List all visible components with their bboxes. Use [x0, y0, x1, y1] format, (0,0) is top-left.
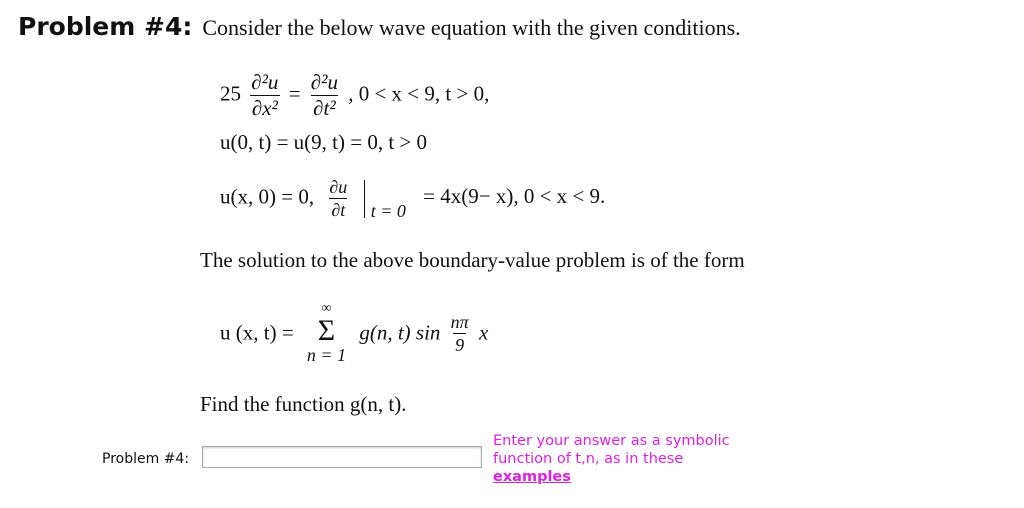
wave-equation — [220, 72, 489, 119]
initial-velocity-rhs: = 4x(9− x), 0 < x < 9. — [423, 184, 606, 209]
find-text: Find the function g(n, t). — [200, 392, 407, 416]
problem-header — [18, 12, 741, 41]
answer-label: Problem #4: — [102, 451, 190, 467]
answer-input[interactable] — [202, 446, 482, 468]
initial-position: u(x, 0) = 0, — [220, 184, 315, 209]
answer-field-wrapper — [202, 446, 482, 468]
hint-line-1: Enter your answer as a symbolic — [493, 433, 730, 449]
problem-intro: Consider the below wave equation with the given conditions. — [202, 15, 741, 40]
summation — [307, 302, 346, 364]
answer-hint — [493, 432, 730, 486]
pde-rhs-denominator: ∂t² — [313, 96, 336, 120]
examples-link[interactable]: examples — [493, 469, 571, 485]
evaluation-point: t = 0 — [370, 201, 406, 222]
boundary-condition: u(0, t) = u(9, t) = 0, t > 0 — [220, 130, 428, 154]
sum-symbol: Σ — [317, 314, 336, 347]
pde-coefficient: 25 — [220, 81, 241, 106]
pde-lhs-fraction — [249, 72, 280, 119]
sine-argument-fraction — [449, 313, 471, 354]
sine-argument-variable: x — [478, 320, 489, 345]
pde-lhs-denominator: ∂x² — [251, 96, 278, 120]
pde-rhs-numerator: ∂²u — [310, 70, 338, 94]
pde-domain: , 0 < x < 9, t > 0, — [348, 81, 490, 106]
initial-velocity-numerator: ∂u — [329, 177, 348, 197]
series-solution — [220, 302, 488, 364]
hint-line-2: function of t,n, as in these — [493, 451, 684, 467]
pde-rhs-fraction — [309, 72, 340, 119]
sum-lower-limit: n = 1 — [306, 345, 347, 365]
sine-argument-numerator: nπ — [450, 311, 469, 332]
initial-velocity-fraction — [327, 178, 349, 219]
initial-conditions — [220, 177, 606, 222]
sum-upper-limit: ∞ — [321, 301, 332, 316]
initial-velocity-denominator: ∂t — [331, 200, 346, 220]
series-lhs: u (x, t) = — [220, 320, 294, 345]
problem-title: Problem #4: — [18, 12, 193, 41]
solution-text: The solution to the above boundary-value problem is of the form — [200, 248, 745, 272]
series-term: g(n, t) sin — [359, 320, 441, 345]
sine-argument-denominator: 9 — [455, 334, 465, 355]
pde-lhs-numerator: ∂²u — [251, 70, 279, 94]
evaluation-bar — [364, 180, 365, 218]
pde-equals: = — [288, 81, 301, 106]
